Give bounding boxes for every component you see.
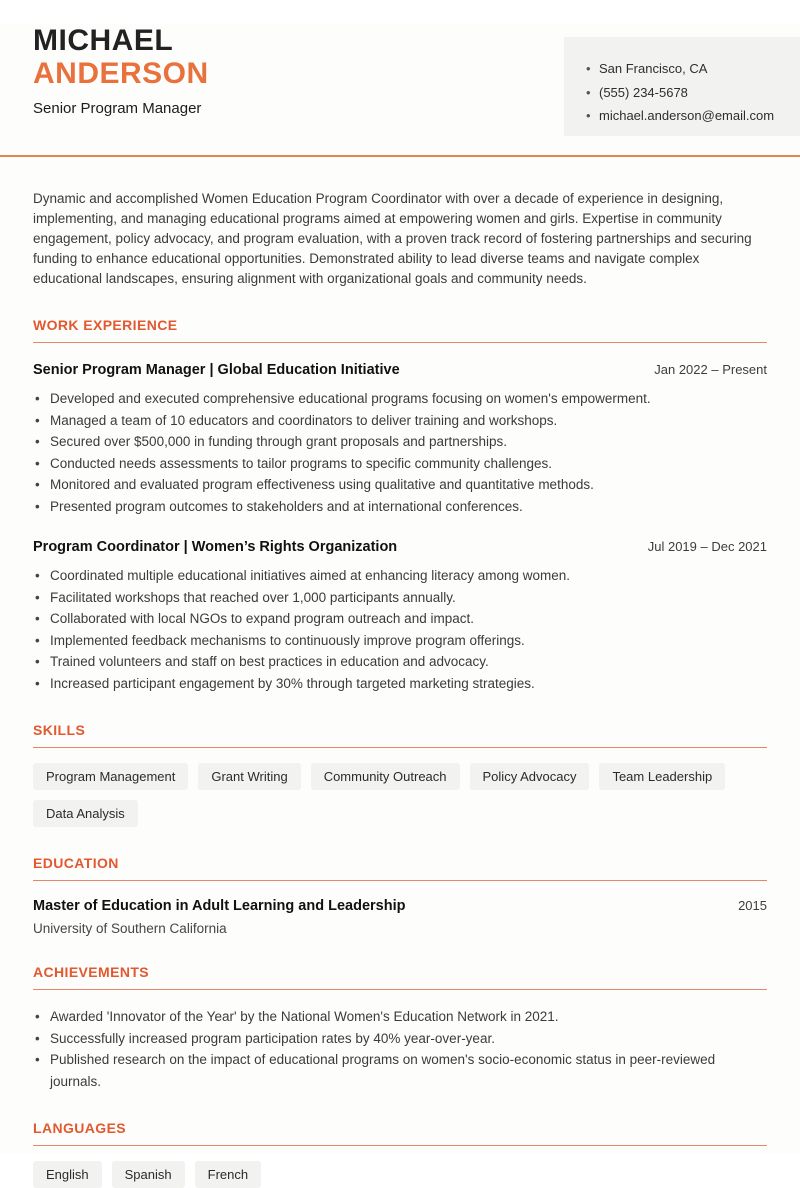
contact-phone: • (555) 234-5678 [586,81,792,105]
skill-chip: Data Analysis [33,800,138,827]
resume-body [0,189,800,1188]
resume-page [0,24,800,1182]
job-entry [33,539,767,694]
job-bullet: • Coordinated multiple educational initiatives aimed at enhancing literacy among women. [33,565,767,587]
job-entry [33,362,767,517]
job-bullet: • Conducted needs assessments to tailor programs to specific community challenges. [33,453,767,475]
job-bullet: • Facilitated workshops that reached over 1,000 participants annually. [33,587,767,609]
skill-chip: Program Management [33,763,188,790]
job-bullet: • Secured over $500,000 in funding through grant proposals and partnerships. [33,431,767,453]
languages-chip-list [33,1161,767,1188]
job-bullet-list [33,565,767,694]
last-name: ANDERSON [33,57,209,90]
job-bullet: • Collaborated with local NGOs to expand program outreach and impact. [33,608,767,630]
job-dates: Jul 2019 – Dec 2021 [647,539,767,554]
job-title-line: Program Coordinator | Women’s Rights Organization [33,539,398,555]
section-rule [33,747,767,748]
job-bullet: • Managed a team of 10 educators and coordinators to deliver training and workshops. [33,410,767,432]
section-work-experience [33,317,767,694]
section-rule [33,342,767,343]
skill-chip: Grant Writing [198,763,300,790]
achievement-bullet: • Successfully increased program participation rates by 40% year-over-year. [33,1028,767,1050]
skills-chip-list [33,763,767,827]
section-achievements [33,964,767,1092]
degree-year: 2015 [738,898,767,913]
job-bullet-list [33,388,767,517]
resume-header [0,24,800,155]
achievements-list [33,1006,767,1092]
job-bullet: • Monitored and evaluated program effectiveness using qualitative and quantitative methods. [33,474,767,496]
language-chip: French [195,1161,261,1188]
section-languages [33,1120,767,1188]
job-bullet: • Developed and executed comprehensive educational programs focusing on women's empowerment. [33,388,767,410]
section-skills [33,722,767,827]
job-bullet: • Increased participant engagement by 30% through targeted marketing strategies. [33,673,767,695]
job-title-line: Senior Program Manager | Global Education Initiative [33,362,400,378]
job-bullet: • Presented program outcomes to stakeholders and at international conferences. [33,496,767,518]
education-entry [33,898,767,936]
header-divider [0,155,800,157]
language-chip: Spanish [112,1161,185,1188]
education-heading: EDUCATION [33,855,119,871]
contact-card [564,37,800,136]
section-rule [33,989,767,990]
job-title: Senior Program Manager [33,100,202,117]
section-rule [33,1145,767,1146]
skills-heading: SKILLS [33,722,86,738]
language-chip: English [33,1161,102,1188]
degree-title: Master of Education in Adult Learning and Leadership [33,898,406,914]
job-bullet: • Implemented feedback mechanisms to continuously improve program offerings. [33,630,767,652]
job-bullet: • Trained volunteers and staff on best practices in education and advocacy. [33,651,767,673]
section-education [33,855,767,936]
achievements-heading: ACHIEVEMENTS [33,964,150,980]
skill-chip: Team Leadership [599,763,725,790]
job-dates: Jan 2022 – Present [654,362,767,377]
school-name: University of Southern California [33,921,227,936]
first-name: MICHAEL [33,24,174,57]
achievement-bullet: • Published research on the impact of educational programs on women's socio-economic status in peer-reviewed journals. [33,1049,767,1092]
work-experience-heading: WORK EXPERIENCE [33,317,178,333]
languages-heading: LANGUAGES [33,1120,127,1136]
achievement-bullet: • Awarded 'Innovator of the Year' by the National Women's Education Network in 2021. [33,1006,767,1028]
contact-email: • michael.anderson@email.com [586,104,792,128]
skill-chip: Policy Advocacy [470,763,590,790]
section-rule [33,880,767,881]
contact-location: • San Francisco, CA [586,57,792,81]
skill-chip: Community Outreach [311,763,460,790]
summary-text: Dynamic and accomplished Women Education Program Coordinator with over a decade of experience in designing, implementing, and managing educational programs aimed at empowering women and girls. Expertise in community engagement, policy advocacy, and program evaluation, with a proven track record of fostering partnerships and securing funding to enhance educational opportunities. Demonstrated ability to lead diverse teams and navigate complex educational landscapes, ensuring alignment with organizational goals and community needs. [33,191,752,286]
